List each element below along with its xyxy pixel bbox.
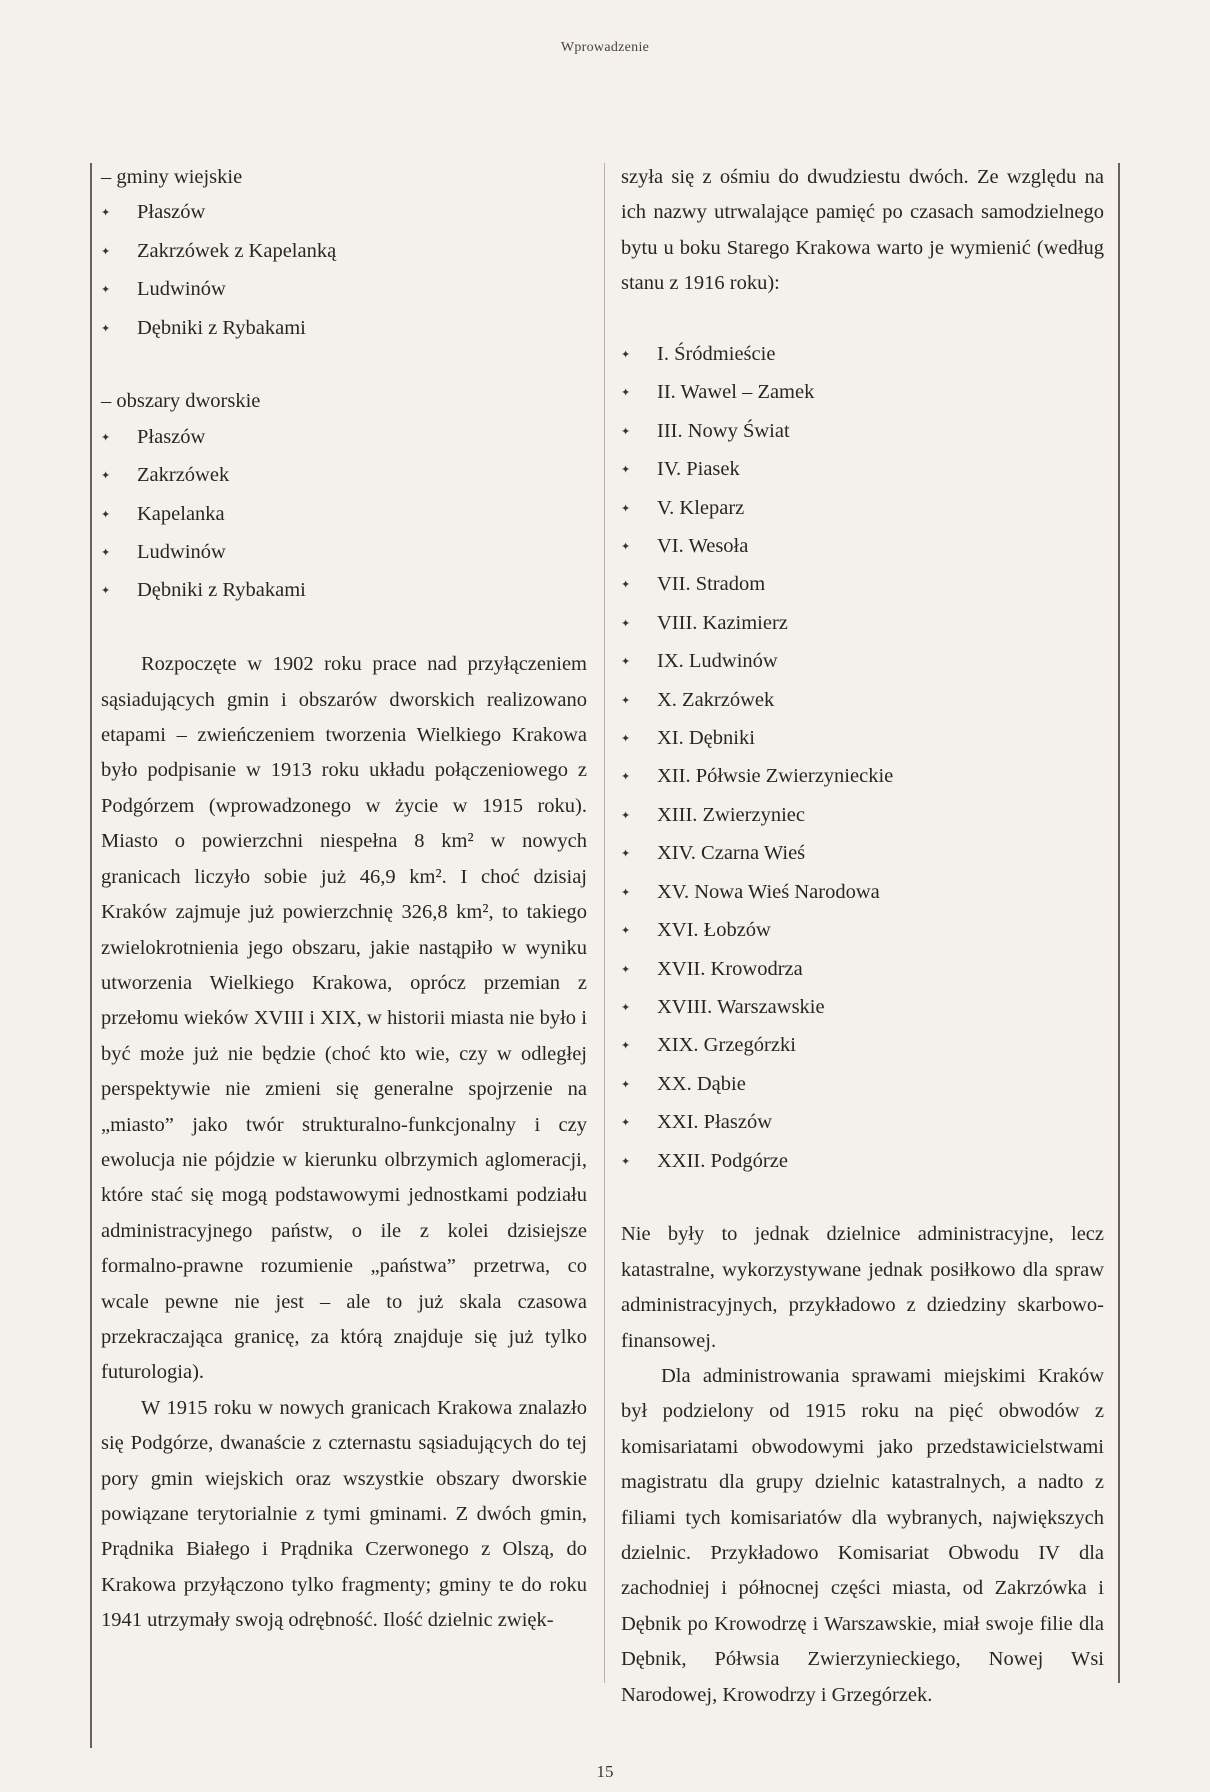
list-item: ✦ Dębniki z Rybakami <box>101 573 587 611</box>
bullet-icon: ✦ <box>621 464 631 477</box>
list-heading-manor-areas: – obszary dworskie <box>101 390 261 413</box>
running-header: Wprowadzenie <box>560 40 650 55</box>
bullet-icon: ✦ <box>621 886 631 899</box>
bullet-icon: ✦ <box>621 617 631 630</box>
paragraph: szyła się z ośmiu do dwudziestu dwóch. Ze względu na ich nazwy utrwalające pamięć po czasach samodzielnego bytu u boku Starego Krakowa warto je wymienić (według stanu z 1916 roku): <box>621 166 1104 295</box>
paragraph: Nie były to jednak dzielnice administracyjne, lecz katastralne, wykorzystywane jednak posiłkowo dla spraw administracyjnych, przykładowo z dziedziny skarbowo-finansowej. <box>621 1223 1104 1352</box>
bullet-icon: ✦ <box>621 848 631 861</box>
bullet-icon: ✦ <box>621 425 631 438</box>
district-list-item: ✦ IX. Ludwinów <box>621 644 1104 682</box>
district-list-item: ✦ XVIII. Warszawskie <box>621 990 1104 1028</box>
right-column <box>621 160 1104 1713</box>
paragraph: Dla administrowania sprawami miejskimi Kraków był podzielony od 1915 roku na pięć obwodów z komisariatami obwodowymi jako przedstawicielstwami magistratu dla grupy dzielnic katastralnych, a nadto z filiami tych komisariatów dla wybranych, największych dzielnic. Przykładowo Komisariat Obwodu IV dla zachodniej i północnej części miasta, od Zakrzówka i Dębnik po Krowodrzę i Warszawskie, miał swoje filie dla Dębnik, Półwsia Zwierzynieckiego, Nowej Wsi Narodowej, Krowodrzy i Grzegórzek. <box>621 1364 1104 1706</box>
district-list-item: ✦ II. Wawel – Zamek <box>621 375 1104 413</box>
bullet-icon: ✦ <box>621 1155 631 1168</box>
bullet-icon: ✦ <box>621 387 631 400</box>
bullet-icon: ✦ <box>621 579 631 592</box>
district-list-item: ✦ XXI. Płaszów <box>621 1105 1104 1143</box>
bullet-icon: ✦ <box>621 694 631 707</box>
list-item: ✦ Zakrzówek <box>101 458 587 496</box>
left-column <box>101 160 587 1639</box>
district-list-item: ✦ X. Zakrzówek <box>621 683 1104 721</box>
bullet-icon: ✦ <box>101 245 111 258</box>
bullet-icon: ✦ <box>621 349 631 362</box>
list-item: ✦ Zakrzówek z Kapelanką <box>101 234 587 272</box>
list-item: ✦ Ludwinów <box>101 535 587 573</box>
district-list-item: ✦ XXII. Podgórze <box>621 1144 1104 1182</box>
bullet-icon: ✦ <box>101 284 111 297</box>
column-divider <box>604 163 605 1683</box>
body-text <box>621 1217 1104 1713</box>
district-list-item: ✦ I. Śródmieście <box>621 337 1104 375</box>
bullet-icon: ✦ <box>101 431 111 444</box>
district-list-item: ✦ VI. Wesoła <box>621 529 1104 567</box>
list-item: ✦ Dębniki z Rybakami <box>101 311 587 349</box>
district-list-item: ✦ VIII. Kazimierz <box>621 606 1104 644</box>
list-heading-rural-communes: – gminy wiejskie <box>101 166 243 188</box>
district-list-item: ✦ XIII. Zwierzyniec <box>621 798 1104 836</box>
list-item: ✦ Płaszów <box>101 195 587 233</box>
left-margin-rule <box>90 163 92 1748</box>
district-list-item: ✦ XII. Półwsie Zwierzynieckie <box>621 759 1104 797</box>
bullet-icon: ✦ <box>621 541 631 554</box>
list-item: ✦ Kapelanka <box>101 497 587 535</box>
paragraph: W 1915 roku w nowych granicach Krakowa znalazło się Podgórze, dwanaście z czternastu sąsiadujących do tej pory gmin wiejskich oraz wszystkie obszary dworskie powiązane terytorialnie z tymi gminami. Z dwóch gmin, Prądnika Białego i Prądnika Czerwonego z Olszą, do Krakowa przyłączono tylko fragmenty; gminy te do roku 1941 utrzymały swoją odrębność. Ilość dzielnic zwięk- <box>101 1396 587 1632</box>
right-margin-rule <box>1118 163 1120 1683</box>
district-list-item: ✦ XIX. Grzegórzki <box>621 1028 1104 1066</box>
district-list-item: ✦ VII. Stradom <box>621 567 1104 605</box>
bullet-icon: ✦ <box>101 547 111 560</box>
bullet-icon: ✦ <box>621 502 631 515</box>
bullet-icon: ✦ <box>621 771 631 784</box>
bullet-icon: ✦ <box>101 508 111 521</box>
bullet-icon: ✦ <box>101 470 111 483</box>
bullet-icon: ✦ <box>621 925 631 938</box>
paragraph: Rozpoczęte w 1902 roku prace nad przyłączeniem sąsiadujących gmin i obszarów dworskich realizowano etapami – zwieńczeniem tworzenia Wielkiego Krakowa było podpisanie w 1913 roku układu połączeniowego z Podgórzem (wprowadzonego w życie w 1915 roku). Miasto o powierzchni niespełna 8 km² w nowych granicach liczyło sobie już 46,9 km². I choć dzisiaj Kraków zajmuje już powierzchnię 326,8 km², to takiego zwielokrotnienia jego obszaru, jakie nastąpiło w wyniku utworzenia Wielkiego Krakowa, oprócz przemian z przełomu wieków XVIII i XIX, w historii miasta nie było i być może już nie będzie (choć kto wie, czy w odległej perspektywie nie zmieni się generalne spojrzenie na „miasto” jako twór strukturalno-funkcjonalny i czy ewolucja nie pójdzie w kierunku olbrzymich aglomeracji, które stać się mogą podstawowymi jednostkami podziału administracyjnego państw, o ile z kolei dzisiejsze formalno-prawne rozumienie „państwa” przetrwa, co wcale pewne nie jest – ale to już skala czasowa przekraczająca granicę, za którą znajduje się już tylko futurologia). <box>101 653 587 1384</box>
district-list <box>621 337 1104 1182</box>
bullet-icon: ✦ <box>621 733 631 746</box>
district-list-item: ✦ III. Nowy Świat <box>621 414 1104 452</box>
bullet-icon: ✦ <box>621 1001 631 1014</box>
bullet-icon: ✦ <box>621 656 631 669</box>
body-text <box>101 647 587 1638</box>
bullet-icon: ✦ <box>621 1078 631 1091</box>
bullet-icon: ✦ <box>101 322 111 335</box>
district-list-item: ✦ V. Kleparz <box>621 491 1104 529</box>
bullet-icon: ✦ <box>621 1117 631 1130</box>
district-list-item: ✦ XV. Nowa Wieś Narodowa <box>621 875 1104 913</box>
district-list-item: ✦ XIV. Czarna Wieś <box>621 836 1104 874</box>
district-list-item: ✦ IV. Piasek <box>621 452 1104 490</box>
district-list-item: ✦ XVII. Krowodrza <box>621 952 1104 990</box>
bullet-icon: ✦ <box>621 963 631 976</box>
bullet-icon: ✦ <box>101 585 111 598</box>
body-text <box>621 160 1104 302</box>
district-list-item: ✦ XX. Dąbie <box>621 1067 1104 1105</box>
district-list-item: ✦ XVI. Łobzów <box>621 913 1104 951</box>
district-list-item: ✦ XI. Dębniki <box>621 721 1104 759</box>
bullet-icon: ✦ <box>621 1040 631 1053</box>
list-item: ✦ Ludwinów <box>101 272 587 310</box>
list-item: ✦ Płaszów <box>101 420 587 458</box>
bullet-icon: ✦ <box>621 809 631 822</box>
bullet-icon: ✦ <box>101 207 111 220</box>
page-number: 15 <box>596 1762 614 1781</box>
